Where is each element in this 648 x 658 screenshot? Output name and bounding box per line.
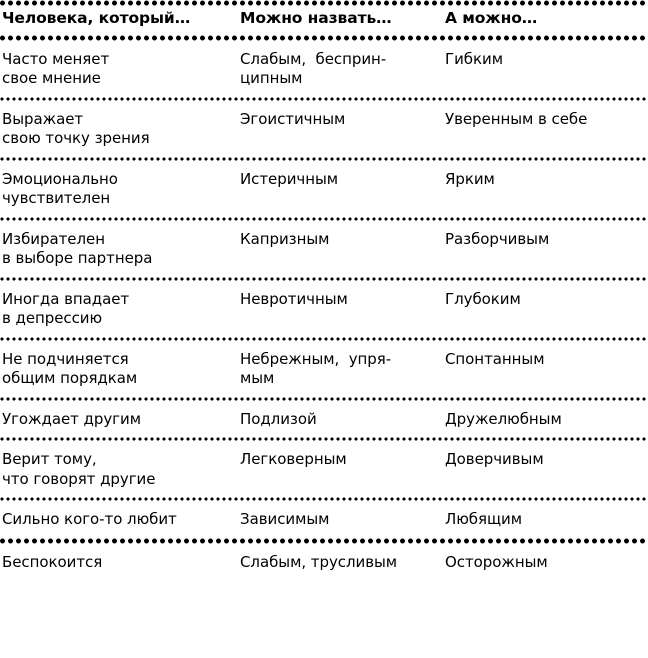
cell-positive	[443, 401, 648, 438]
cell-negative	[238, 501, 443, 538]
cell-line: в депрессию	[2, 309, 103, 328]
cell-line: Слабым, трусливым	[240, 552, 398, 571]
cell-line: Глубоким	[445, 289, 521, 308]
cell-line: Капризным	[240, 229, 330, 248]
cell-line: свою точку зрения	[2, 129, 150, 148]
cell-negative	[238, 221, 443, 277]
cell-positive	[443, 281, 648, 337]
cell-line: Слабым, бесприн-	[240, 49, 387, 68]
column-header-positive: А можно…	[445, 9, 538, 27]
cell-line: Ярким	[445, 169, 495, 188]
cell-person	[0, 441, 238, 497]
cell-line: мым	[240, 369, 275, 388]
table-row	[0, 501, 648, 538]
table-header-row	[0, 6, 648, 35]
cell-line: Легковерным	[240, 450, 347, 469]
column-header-person: Человека, который…	[2, 9, 191, 27]
cell-positive	[443, 544, 648, 581]
cell-line: Доверчивым	[445, 450, 544, 469]
cell-person	[0, 161, 238, 217]
cell-negative	[238, 161, 443, 217]
cell-line: свое мнение	[2, 69, 101, 88]
cell-negative	[238, 41, 443, 97]
table-row	[0, 161, 648, 217]
cell-positive	[443, 441, 648, 497]
cell-person	[0, 101, 238, 157]
cell-line: общим порядкам	[2, 369, 138, 388]
table-row	[0, 101, 648, 157]
cell-line: Часто меняет	[2, 49, 110, 68]
cell-line: Зависимым	[240, 510, 330, 529]
cell-line: ципным	[240, 69, 303, 88]
cell-positive	[443, 501, 648, 538]
cell-line: Выражает	[2, 109, 84, 128]
cell-line: что говорят другие	[2, 469, 156, 488]
cell-line: Беспокоится	[2, 552, 103, 571]
cell-negative	[238, 101, 443, 157]
cell-person	[0, 341, 238, 397]
cell-line: Любящим	[445, 510, 523, 529]
cell-negative	[238, 544, 443, 581]
cell-positive	[443, 41, 648, 97]
cell-line: Гибким	[445, 49, 503, 68]
cell-positive	[443, 341, 648, 397]
cell-line: Уверенным в себе	[445, 109, 588, 128]
cell-positive	[443, 161, 648, 217]
cell-line: Осторожным	[445, 552, 548, 571]
table-row	[0, 221, 648, 277]
cell-positive	[443, 101, 648, 157]
cell-line: Иногда впадает	[2, 289, 130, 308]
table-row	[0, 281, 648, 337]
cell-person	[0, 221, 238, 277]
cell-line: чувствителен	[2, 189, 111, 208]
cell-line: Эмоционально	[2, 169, 118, 188]
cell-line: Верит тому,	[2, 450, 97, 469]
cell-line: Сильно кого-то любит	[2, 510, 177, 529]
cell-person	[0, 544, 238, 581]
cell-person	[0, 281, 238, 337]
cell-negative	[238, 441, 443, 497]
table-row	[0, 544, 648, 581]
cell-negative	[238, 401, 443, 438]
table-row	[0, 441, 648, 497]
cell-negative	[238, 281, 443, 337]
cell-person	[0, 501, 238, 538]
cell-line: Эгоистичным	[240, 109, 346, 128]
cell-line: Спонтанным	[445, 349, 545, 368]
cell-positive	[443, 221, 648, 277]
cell-line: Угождает другим	[2, 409, 141, 428]
cell-line: Избирателен	[2, 229, 105, 248]
cell-negative	[238, 341, 443, 397]
cell-person	[0, 41, 238, 97]
cell-line: в выборе партнера	[2, 249, 153, 268]
cell-line: Истеричным	[240, 169, 339, 188]
table-row	[0, 341, 648, 397]
cell-line: Не подчиняется	[2, 349, 129, 368]
cell-line: Небрежным, упря-	[240, 349, 392, 368]
cell-line: Разборчивым	[445, 229, 550, 248]
column-header-negative: Можно назвать…	[240, 9, 392, 27]
table-row	[0, 41, 648, 97]
cell-person	[0, 401, 238, 438]
table-row	[0, 401, 648, 438]
cell-line: Дружелюбным	[445, 409, 562, 428]
cell-line: Невротичным	[240, 289, 348, 308]
cell-line: Подлизой	[240, 409, 317, 428]
